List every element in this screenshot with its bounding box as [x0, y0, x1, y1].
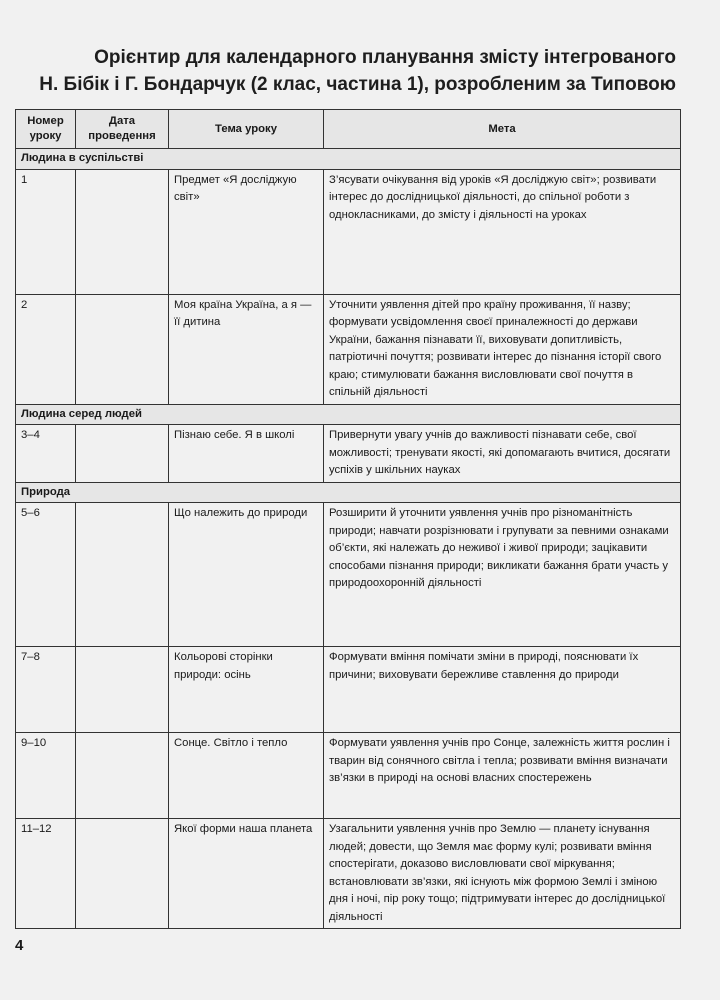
- lesson-date: [76, 819, 169, 929]
- lesson-number: 5–6: [16, 503, 76, 647]
- lesson-number: 7–8: [16, 647, 76, 733]
- lesson-date: [76, 425, 169, 483]
- lesson-topic: Моя країна Україна, а я — її дитина: [169, 294, 324, 404]
- table-row: [16, 819, 681, 929]
- section-title: Людина в суспільстві: [16, 149, 681, 170]
- table-header-row: [16, 110, 681, 149]
- lesson-goal: Розширити й уточнити уявлення учнів про різноманітність природи; навчати розрізнювати і групувати за певними ознаками об’єкти, які належать до неживої і живої природи; зацікавити способами пізнання природи; викликати бажання брати участь у природоохоронній діяльності: [324, 503, 681, 647]
- column-header-number: Номер уроку: [16, 110, 76, 149]
- table-row: [16, 169, 681, 294]
- lesson-number: 9–10: [16, 733, 76, 819]
- title-line-2: Н. Бібік і Г. Бондарчук (2 клас, частина 1), розробленим за Типовою: [39, 74, 676, 95]
- lesson-topic: Предмет «Я досліджую світ»: [169, 169, 324, 294]
- column-header-goal: Мета: [324, 110, 681, 149]
- table-row: [16, 294, 681, 404]
- lesson-goal: Узагальнити уявлення учнів про Землю — планету існування людей; довести, що Земля має форму кулі; розвивати вміння спостерігати, доказово висловлювати свої міркування; встановлювати зв’язки, які існують між формою Землі і зміною дня і ночі, пір року тощо; підтримувати інтерес до дослідницької діяльності: [324, 819, 681, 929]
- lesson-number: 11–12: [16, 819, 76, 929]
- lesson-goal: Формувати вміння помічати зміни в природі, пояснювати їх причини; виховувати бережливе ставлення до природи: [324, 647, 681, 733]
- lesson-date: [76, 294, 169, 404]
- title-line-1: Орієнтир для календарного планування змісту інтегрованого: [94, 47, 676, 68]
- lesson-number: 1: [16, 169, 76, 294]
- table-row: [16, 733, 681, 819]
- lesson-date: [76, 503, 169, 647]
- table-row: [16, 503, 681, 647]
- lesson-number: 3–4: [16, 425, 76, 483]
- lesson-topic: Кольорові сторінки природи: осінь: [169, 647, 324, 733]
- lesson-goal: З’ясувати очікування від уроків «Я досліджую світ»; розвивати інтерес до дослідницької діяльності, до спільної роботи з однокласниками, до змісту і діяльності на уроках: [324, 169, 681, 294]
- lesson-topic: Пізнаю себе. Я в школі: [169, 425, 324, 483]
- lesson-plan-table: [15, 109, 681, 929]
- section-title: Людина серед людей: [16, 404, 681, 425]
- column-header-date: Дата проведення: [76, 110, 169, 149]
- column-header-topic: Тема уроку: [169, 110, 324, 149]
- lesson-topic: Якої форми наша планета: [169, 819, 324, 929]
- lesson-date: [76, 647, 169, 733]
- lesson-number: 2: [16, 294, 76, 404]
- lesson-topic: Сонце. Світло і тепло: [169, 733, 324, 819]
- lesson-goal: Привернути увагу учнів до важливості пізнавати себе, свої можливості; тренувати якості, які допомагають вчитися, досягати успіхів у шкільних науках: [324, 425, 681, 483]
- section-row: [16, 149, 681, 170]
- section-row: [16, 482, 681, 503]
- section-row: [16, 404, 681, 425]
- table-row: [16, 647, 681, 733]
- table-row: [16, 425, 681, 483]
- lesson-goal: Формувати уявлення учнів про Сонце, залежність життя рослин і тварин від сонячного світла і тепла; розвивати вміння визначати зв’язки в природі на основі власних спостережень: [324, 733, 681, 819]
- section-title: Природа: [16, 482, 681, 503]
- page-number: 4: [15, 937, 24, 954]
- lesson-goal: Уточнити уявлення дітей про країну проживання, її назву; формувати усвідомлення своєї приналежності до держави України, бажання пізнавати її, виховувати допитливість, патріотичні почуття; розвивати інтерес до пізнання історії свого краю; стимулювати бажання висловлювати свої почуття в спільній діяльності: [324, 294, 681, 404]
- lesson-topic: Що належить до природи: [169, 503, 324, 647]
- lesson-date: [76, 169, 169, 294]
- page-title: [0, 44, 676, 98]
- lesson-date: [76, 733, 169, 819]
